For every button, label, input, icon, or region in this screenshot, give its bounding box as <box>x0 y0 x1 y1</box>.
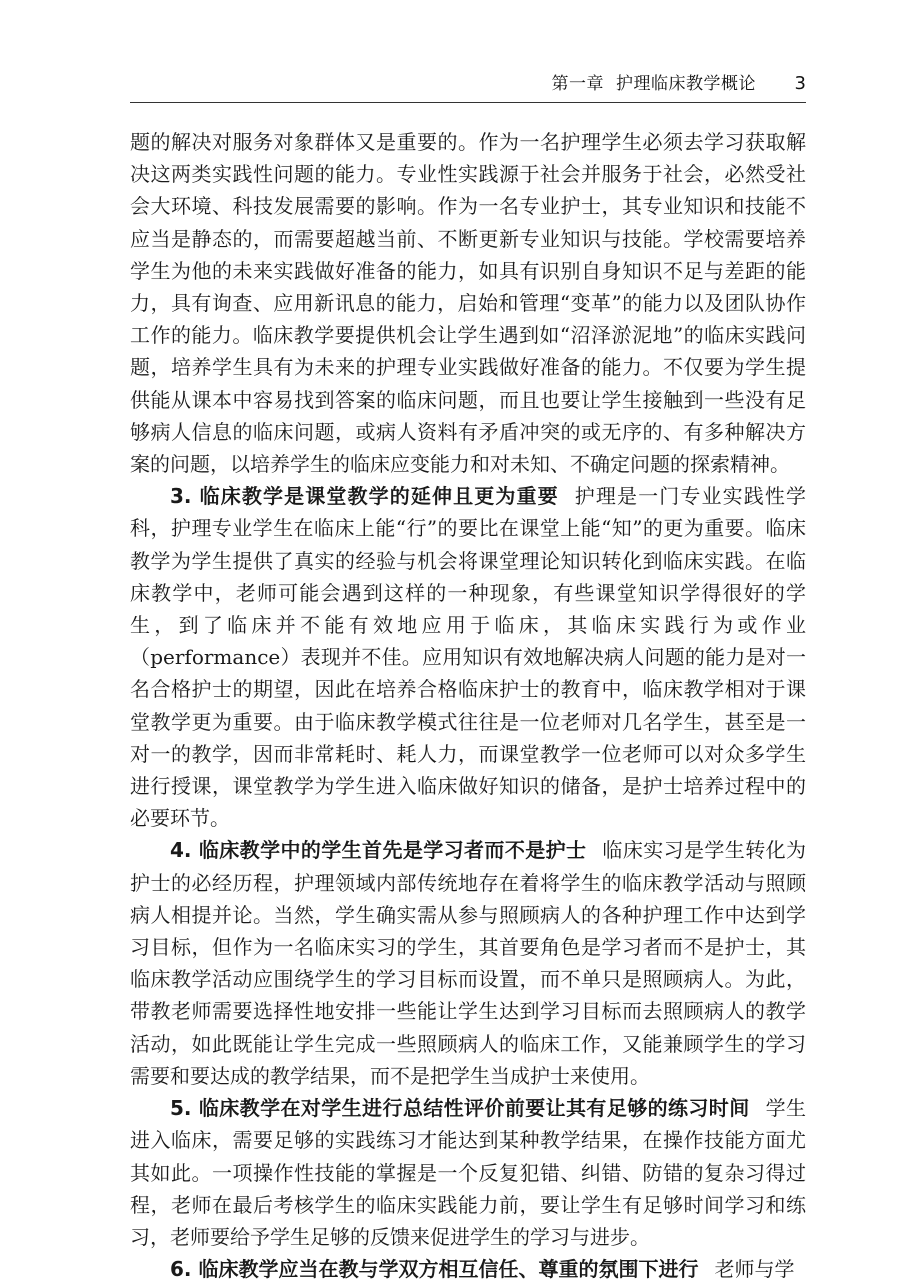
paragraph-text: 学生进入临床，需要足够的实践练习才能达到某种教学结果，在操作技能方面尤其如此。一项操作性技能的掌握是一个反复犯错、纠错、防错的复杂习得过程，老师在最后考核学生的临床实践能力前，要让学生有足够时间学习和练习，老师要给予学生足够的反馈来促进学生的学习与进步。 <box>130 1096 807 1249</box>
paragraph-point-6 <box>130 1253 806 1285</box>
page-number: 3 <box>794 73 806 94</box>
body-text <box>130 126 806 1285</box>
running-head <box>130 68 806 100</box>
chapter-heading <box>552 68 757 100</box>
chapter-number: 第一章 <box>551 74 604 94</box>
paragraph-point-3 <box>130 480 806 834</box>
paragraph-continuation <box>130 126 806 480</box>
paragraph-text: 临床实习是学生转化为护士的必经历程，护理领域内部传统地存在着将学生的临床教学活动与照顾病人相提并论。当然，学生确实需从参与照顾病人的各种护理工作中达到学习目标，但作为一名临床实习的学生，其首要角色是学习者而不是护士，其临床教学活动应围绕学生的学习目标而设置，而不单只是照顾病人。为此，带教老师需要选择性地安排一些能让学生达到学习目标而去照顾病人的教学活动，如此既能让学生完成一些照顾病人的临床工作，又能兼顾学生的学习需要和要达成的教学结果，而不是把学生当成护士来使用。 <box>130 838 806 1088</box>
paragraph-heading: 3. 临床教学是课堂教学的延伸且更为重要 <box>170 484 559 509</box>
paragraph-heading: 4. 临床教学中的学生首先是学习者而不是护士 <box>170 838 587 863</box>
paragraph-text: 题的解决对服务对象群体又是重要的。作为一名护理学生必须去学习获取解决这两类实践性问题的能力。专业性实践源于社会并服务于社会，必然受社会大环境、科技发展需要的影响。作为一名专业护士，其专业知识和技能不应当是静态的，而需要超越当前、不断更新专业知识与技能。学校需要培养学生为他的未来实践做好准备的能力，如具有识别自身知识不足与差距的能力，具有询查、应用新讯息的能力，启始和管理“变革”的能力以及团队协作工作的能力。临床教学要提供机会让学生遇到如“沼泽淤泥地”的临床实践问题，培养学生具有为未来的护理专业实践做好准备的能力。不仅要为学生提供能从课本中容易找到答案的临床问题，而且也要让学生接触到一些没有足够病人信息的临床问题，或病人资料有矛盾冲突的或无序的、有多种解决方案的问题，以培养学生的临床应变能力和对未知、不确定问题的探索精神。 <box>130 130 806 477</box>
chapter-title: 护理临床教学概论 <box>616 74 756 94</box>
paragraph-point-4 <box>130 834 806 1092</box>
header-rule <box>130 102 806 103</box>
paragraph-text: 护理是一门专业实践性学科，护理专业学生在临床上能“行”的要比在课堂上能“知”的更为重要。临床教学为学生提供了真实的经验与机会将课堂理论知识转化到临床实践。在临床教学中，老师可能会遇到这样的一种现象，有些课堂知识学得很好的学生，到了临床并不能有效地应用于临床，其临床实践行为或作业（performance）表现并不佳。应用知识有效地解决病人问题的能力是对一名合格护士的期望，因此在培养合格临床护士的教育中，临床教学相对于课堂教学更为重要。由于临床教学模式往往是一位老师对几名学生，甚至是一对一的教学，因而非常耗时、耗人力，而课堂教学一位老师可以对众多学生进行授课，课堂教学为学生进入临床做好知识的储备，是护士培养过程中的必要环节。 <box>130 484 807 831</box>
paragraph-text: 老师与学 <box>714 1257 795 1282</box>
paragraph-heading: 5. 临床教学在对学生进行总结性评价前要让其有足够的练习时间 <box>170 1096 750 1121</box>
paragraph-heading: 6. 临床教学应当在教与学双方相互信任、尊重的氛围下进行 <box>170 1257 699 1282</box>
paragraph-point-5 <box>130 1092 806 1253</box>
